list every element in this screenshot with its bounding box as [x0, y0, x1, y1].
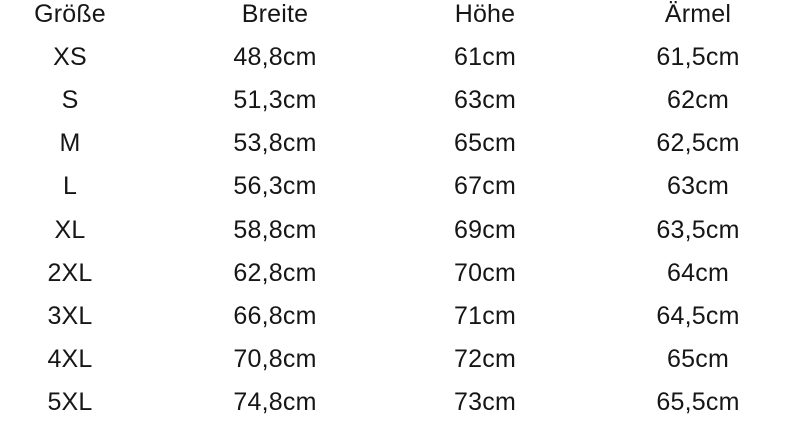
table-row-l — [0, 165, 788, 208]
size-cell: XS — [53, 43, 87, 72]
breite-cell: 53,8cm — [233, 129, 317, 158]
hoehe-cell: 65cm — [454, 129, 516, 158]
aermel-cell: 65,5cm — [656, 387, 740, 416]
hoehe-cell: 73cm — [454, 387, 516, 416]
table-row-3xl — [0, 295, 788, 338]
aermel-cell: 63,5cm — [656, 215, 740, 244]
breite-cell: 48,8cm — [233, 43, 317, 72]
hoehe-cell: 61cm — [454, 43, 516, 72]
column-header-breite: Breite — [241, 0, 309, 29]
aermel-cell: 63cm — [667, 172, 729, 201]
table-row-4xl — [0, 338, 788, 381]
header-row — [0, 0, 788, 36]
breite-cell: 56,3cm — [233, 172, 317, 201]
size-cell: 4XL — [47, 344, 93, 373]
hoehe-cell: 63cm — [454, 86, 516, 115]
size-cell: 3XL — [47, 301, 93, 330]
size-cell: S — [61, 86, 79, 115]
table-row-2xl — [0, 252, 788, 295]
column-header-groesse: Größe — [34, 0, 106, 29]
table-row-s — [0, 79, 788, 122]
table-row-xl — [0, 208, 788, 251]
column-header-aermel: Ärmel — [664, 0, 732, 29]
hoehe-cell: 72cm — [454, 344, 516, 373]
breite-cell: 74,8cm — [233, 387, 317, 416]
size-cell: L — [62, 172, 78, 201]
breite-cell: 58,8cm — [233, 215, 317, 244]
table-row-xs — [0, 36, 788, 79]
aermel-cell: 64,5cm — [656, 301, 740, 330]
aermel-cell: 65cm — [667, 344, 729, 373]
hoehe-cell: 71cm — [454, 301, 516, 330]
size-cell: M — [59, 129, 81, 158]
breite-cell: 70,8cm — [233, 344, 317, 373]
aermel-cell: 62,5cm — [656, 129, 740, 158]
table-row-5xl — [0, 381, 788, 424]
size-cell: 2XL — [47, 258, 93, 287]
hoehe-cell: 67cm — [454, 172, 516, 201]
aermel-cell: 62cm — [667, 86, 729, 115]
size-cell: 5XL — [47, 387, 93, 416]
hoehe-cell: 69cm — [454, 215, 516, 244]
breite-cell: 62,8cm — [233, 258, 317, 287]
hoehe-cell: 70cm — [454, 258, 516, 287]
aermel-cell: 64cm — [667, 258, 729, 287]
table-row-m — [0, 122, 788, 165]
breite-cell: 51,3cm — [233, 86, 317, 115]
column-header-hoehe: Höhe — [454, 0, 516, 29]
breite-cell: 66,8cm — [233, 301, 317, 330]
size-cell: XL — [54, 215, 86, 244]
aermel-cell: 61,5cm — [656, 43, 740, 72]
